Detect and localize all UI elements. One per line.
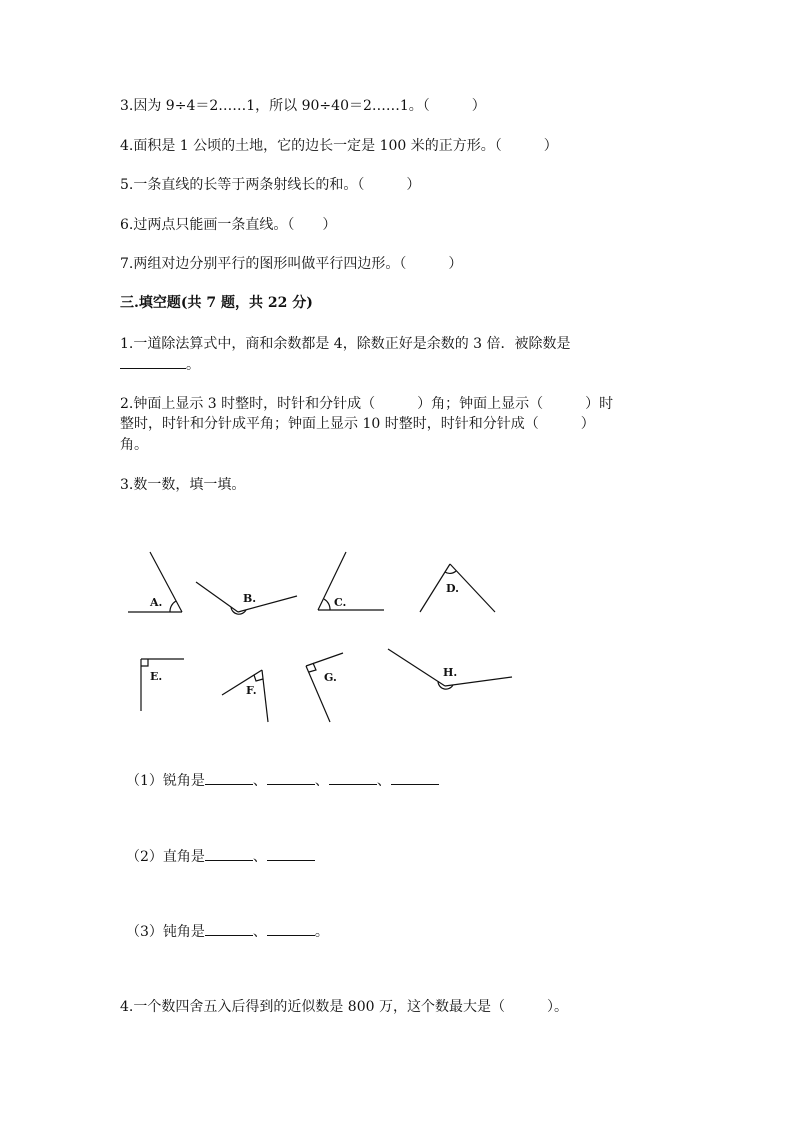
angle-label-b: B. — [243, 592, 257, 605]
angle-label-e: E. — [150, 670, 163, 683]
sub1-sep-1: 、 — [252, 773, 267, 789]
sub3-sep-1: 、 — [252, 924, 267, 940]
q3-sub1 — [126, 770, 439, 791]
sub2-blank-1[interactable] — [205, 846, 253, 861]
angle-label-a: A. — [150, 596, 163, 609]
sub2-sep-1: 、 — [252, 849, 267, 865]
angle-label-d: D. — [446, 582, 459, 595]
q4-line: 4.一个数四舍五入后得到的近似数是 800 万，这个数最大是（ ）。 — [120, 999, 568, 1015]
sub1-sep-3: 、 — [376, 773, 391, 789]
angle-d — [420, 564, 495, 612]
q1-line2 — [120, 354, 200, 375]
sub3-label: （3）钝角是 — [126, 924, 205, 940]
q2-line3: 角。 — [120, 437, 148, 453]
sub3-end: 。 — [314, 924, 329, 940]
angle-label-f: F. — [246, 684, 257, 697]
angle-f — [222, 670, 268, 722]
angle-b — [196, 582, 297, 614]
sub1-blank-4[interactable] — [391, 770, 439, 785]
q3-sub3 — [126, 921, 329, 942]
sub1-blank-1[interactable] — [205, 770, 253, 785]
angle-c — [318, 552, 384, 610]
sub1-sep-2: 、 — [314, 773, 329, 789]
sub2-label: （2）直角是 — [126, 849, 205, 865]
angle-h — [388, 649, 512, 689]
angles-figure — [0, 540, 794, 740]
q2-line2: 整时，时针和分针成平角；钟面上显示 10 时整时，时针和分针成（ ） — [120, 416, 595, 432]
sub1-label: （1）锐角是 — [126, 773, 205, 789]
judge-item-6: 6.过两点只能画一条直线。（ ） — [120, 217, 337, 233]
angle-label-h: H. — [443, 666, 458, 679]
judge-item-5: 5.一条直线的长等于两条射线长的和。（ ） — [120, 177, 421, 193]
q3-prompt: 3.数一数，填一填。 — [120, 477, 246, 493]
sub3-blank-2[interactable] — [267, 921, 315, 936]
sub3-blank-1[interactable] — [205, 921, 253, 936]
q1-line1: 1.一道除法算式中，商和余数都是 4，除数正好是余数的 3 倍．被除数是 — [120, 336, 571, 352]
angle-e — [141, 659, 184, 711]
q2-line1: 2.钟面上显示 3 时整时，时针和分针成（ ）角；钟面上显示（ ）时 — [120, 396, 614, 412]
q3-sub2 — [126, 846, 315, 867]
q1-answer-blank[interactable] — [120, 354, 186, 369]
judge-item-3: 3.因为 9÷4＝2……1，所以 90÷40＝2……1。（ ） — [120, 98, 486, 114]
judge-item-7: 7.两组对边分别平行的图形叫做平行四边形。（ ） — [120, 256, 463, 272]
q1-line2-end: 。 — [186, 357, 200, 373]
angle-label-c: C. — [334, 596, 347, 609]
sub1-blank-3[interactable] — [329, 770, 377, 785]
sub2-blank-2[interactable] — [267, 846, 315, 861]
angle-g — [306, 653, 343, 722]
angle-a — [128, 552, 182, 612]
judge-item-4: 4.面积是 1 公顷的土地，它的边长一定是 100 米的正方形。（ ） — [120, 138, 558, 154]
section-title: 三.填空题(共 7 题，共 22 分) — [120, 295, 313, 311]
angle-label-g: G. — [324, 671, 337, 684]
sub1-blank-2[interactable] — [267, 770, 315, 785]
